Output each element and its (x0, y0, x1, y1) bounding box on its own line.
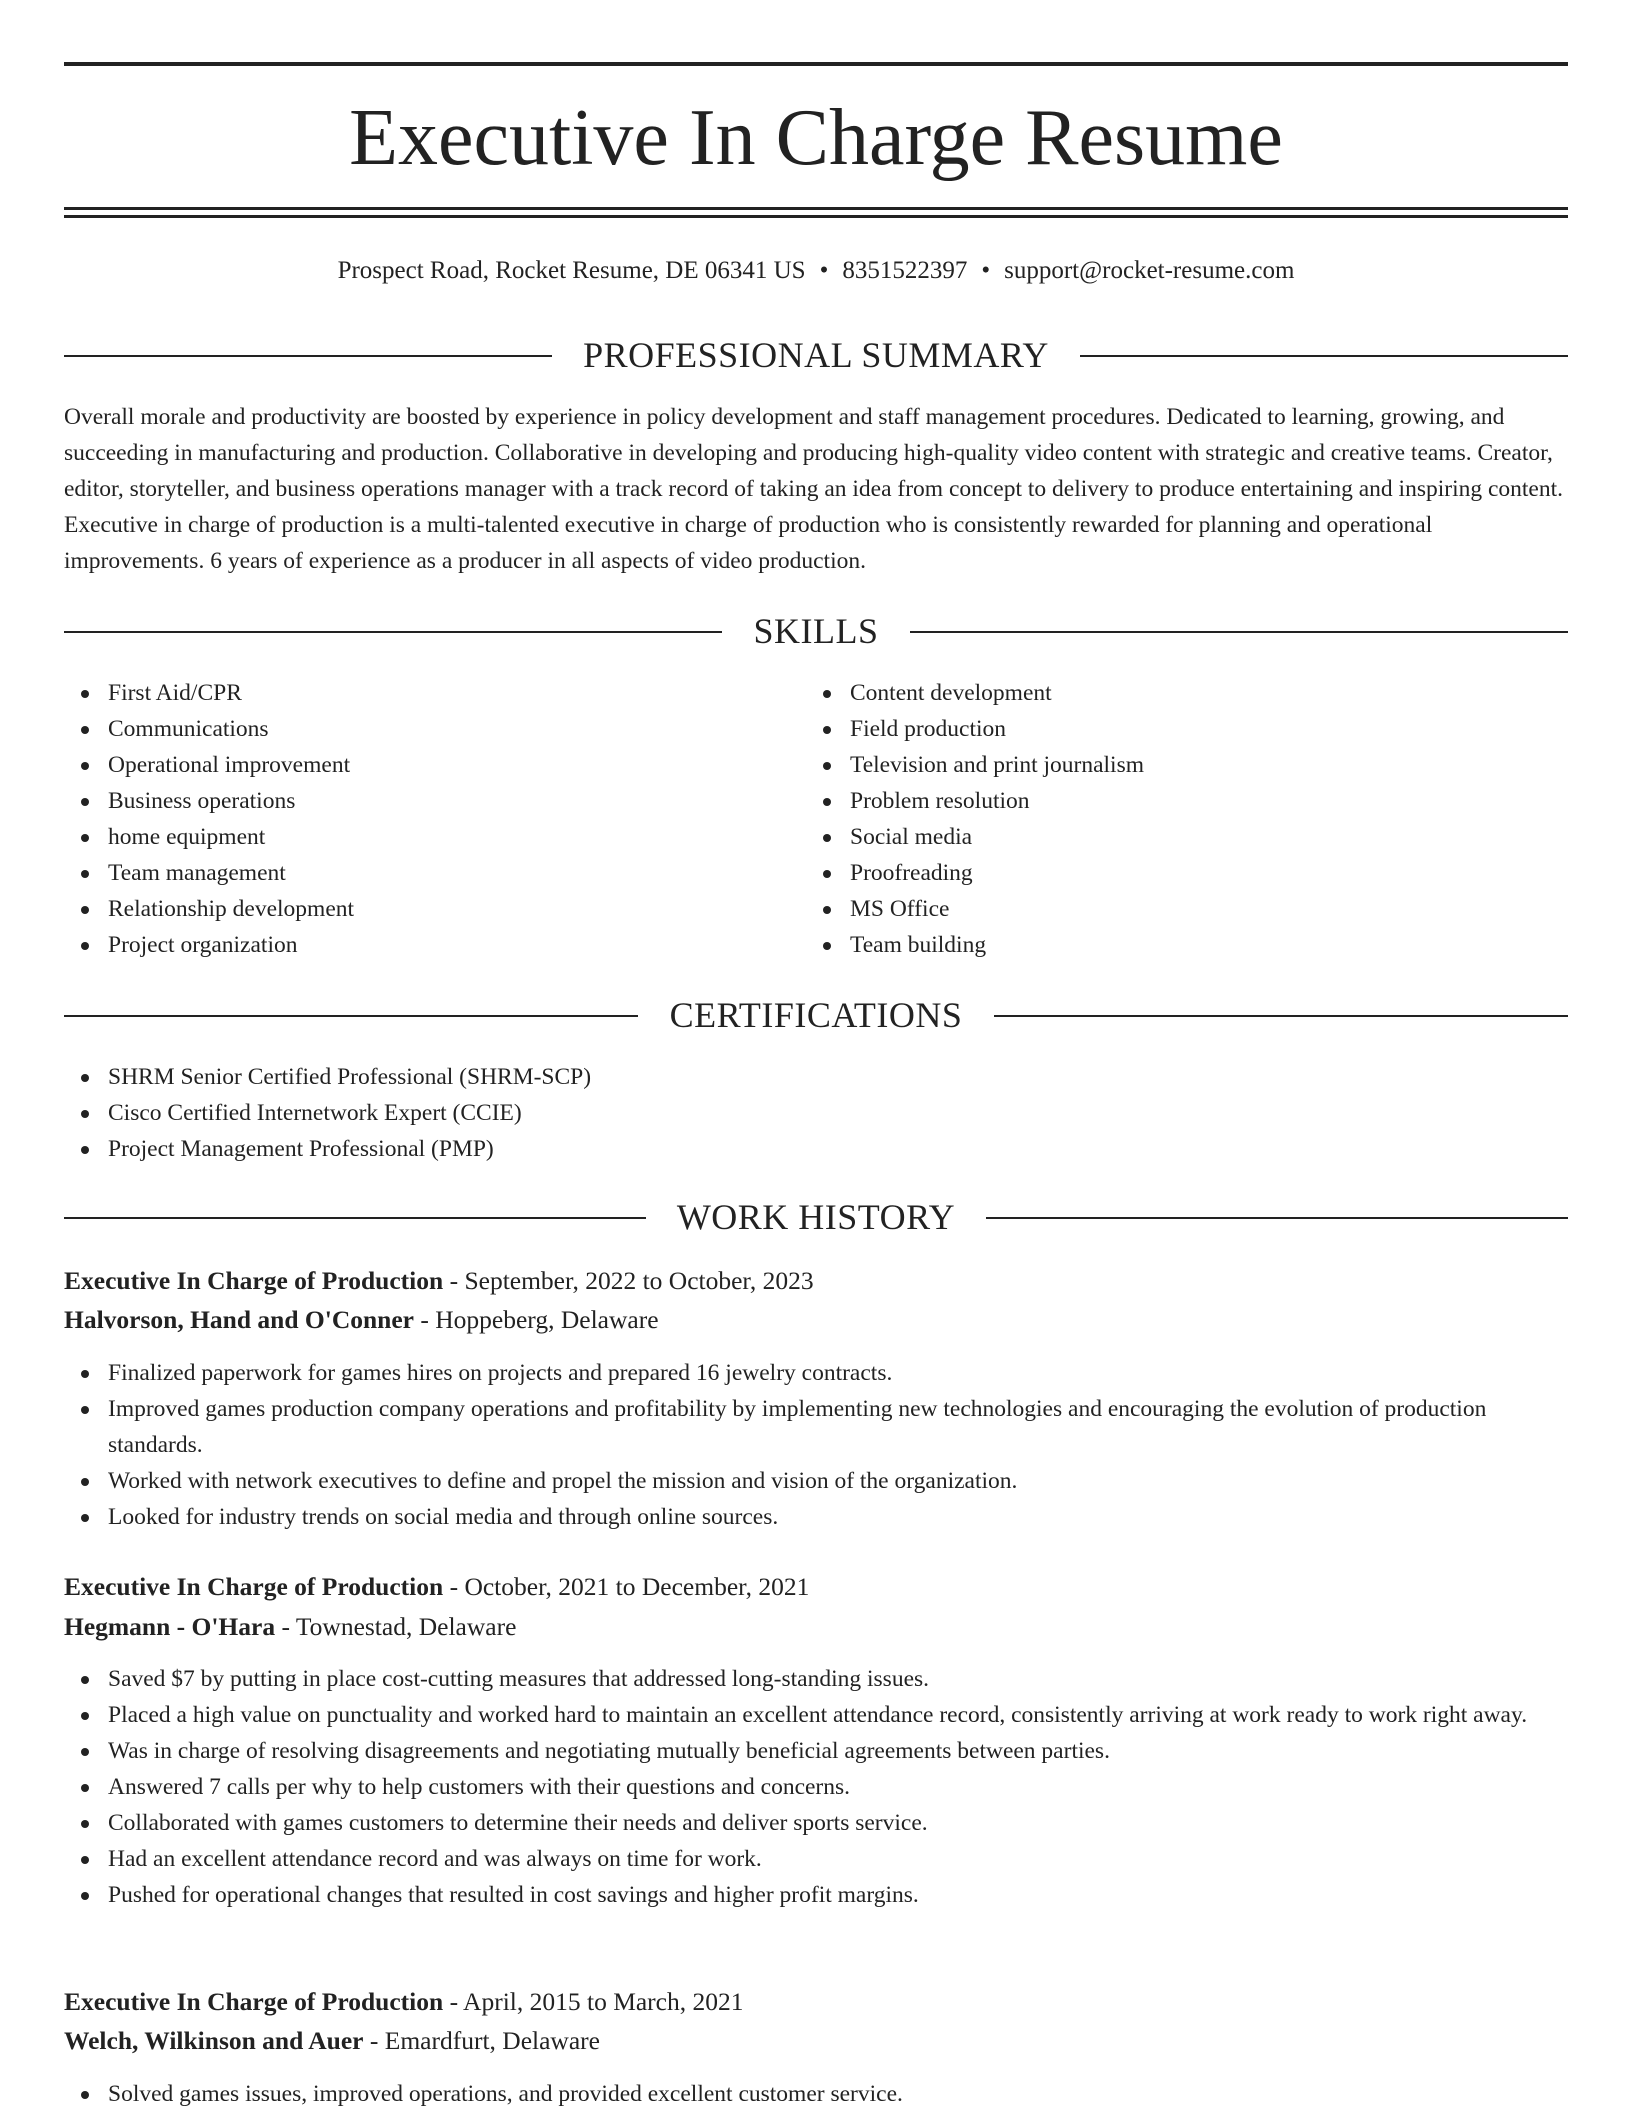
job-title-line: Executive In Charge of Production - September, 2022 to October, 2023 (64, 1266, 814, 1295)
summary-text: Overall morale and productivity are boosted by experience in policy development and staff management procedures. Dedicated to learning, growing, and succeeding in manufacturing and production. Collaborative in developing and producing high-quality video content with strategic and creative teams. Creator, editor, storyteller, and business operations manager with a track record of taking an idea from concept to delivery to produce entertaining and inspiring content. Executive in charge of production is a multi-talented executive in charge of production who is consistently rewarded for planning and operational improvements. 6 years of experience as a producer in all aspects of video production. (64, 404, 1564, 574)
job-duties-list (64, 2076, 1568, 2112)
skill-item: Content development (806, 675, 1546, 711)
skill-item: Business operations (64, 783, 764, 819)
skill-item: Proofreading (806, 855, 1546, 891)
heading-rule-right (986, 1217, 1568, 1219)
title-rule-lower (64, 215, 1568, 218)
skill-item: home equipment (64, 819, 764, 855)
skill-item: Social media (806, 819, 1546, 855)
skill-item: Operational improvement (64, 747, 764, 783)
certifications-list (64, 1059, 1568, 1167)
duty-item: Was in charge of resolving disagreements and negotiating mutually beneficial agreements between parties. (64, 1733, 1568, 1769)
certification-item: Project Management Professional (PMP) (64, 1131, 1568, 1167)
skill-item: Team management (64, 855, 764, 891)
skill-item: Problem resolution (806, 783, 1546, 819)
contact-phone: 8351522397 (842, 257, 968, 284)
skill-item: MS Office (806, 891, 1546, 927)
job-company: Halvorson, Hand and O'Conner (64, 1305, 414, 1334)
skills-section-heading (64, 609, 1568, 653)
job-company-line: Hegmann - O'Hara - Townestad, Delaware (64, 1612, 517, 1641)
duty-item: Improved games production company operations and profitability by implementing new technologies and encouraging the evolution of production standards. (64, 1391, 1568, 1463)
skill-item: Communications (64, 711, 764, 747)
certifications-heading: CERTIFICATIONS (669, 995, 963, 1035)
skills-list-right (806, 675, 1546, 963)
duty-item: Saved $7 by putting in place cost-cutting measures that addressed long-standing issues. (64, 1661, 1568, 1697)
resume-title: Executive In Charge Resume (349, 94, 1283, 182)
job-location: Emardfurt, Delaware (384, 2026, 600, 2055)
duty-item: Worked with network executives to define and propel the mission and vision of the organization. (64, 1463, 1568, 1499)
job-location: Hoppeberg, Delaware (435, 1305, 659, 1334)
job-title-line: Executive In Charge of Production - October, 2021 to December, 2021 (64, 1572, 810, 1601)
certification-item: SHRM Senior Certified Professional (SHRM-SCP) (64, 1059, 1568, 1095)
skill-item: Television and print journalism (806, 747, 1546, 783)
title-rule-upper (64, 207, 1568, 210)
top-rule (64, 62, 1568, 66)
job-company: Welch, Wilkinson and Auer (64, 2026, 364, 2055)
job-title: Executive In Charge of Production (64, 1987, 444, 2016)
duty-item: Answered 7 calls per why to help customers with their questions and concerns. (64, 1769, 1568, 1805)
job-duties-list (64, 1355, 1568, 1535)
duty-item: Collaborated with games customers to determine their needs and deliver sports service. (64, 1805, 1568, 1841)
work-section-heading (64, 1195, 1568, 1239)
skill-item: First Aid/CPR (64, 675, 764, 711)
heading-rule-right (1080, 355, 1568, 357)
skill-item: Team building (806, 927, 1546, 963)
certifications-section-heading (64, 993, 1568, 1037)
skill-item: Project organization (64, 927, 764, 963)
duty-item: Placed a high value on punctuality and worked hard to maintain an excellent attendance record, consistently arriving at work ready to work right away. (64, 1697, 1568, 1733)
duty-item: Looked for industry trends on social media and through online sources. (64, 1499, 1568, 1535)
skill-item: Field production (806, 711, 1546, 747)
skills-heading: SKILLS (753, 611, 879, 651)
job-company-line: Halvorson, Hand and O'Conner - Hoppeberg, Delaware (64, 1305, 659, 1334)
certification-item: Cisco Certified Internetwork Expert (CCIE) (64, 1095, 1568, 1131)
contact-separator: • (981, 257, 991, 284)
heading-rule-right (910, 631, 1568, 633)
duty-item: Had an excellent attendance record and was always on time for work. (64, 1841, 1568, 1877)
job-title-line: Executive In Charge of Production - April, 2015 to March, 2021 (64, 1987, 744, 2016)
job-dates: September, 2022 to October, 2023 (464, 1266, 814, 1295)
contact-separator: • (819, 257, 829, 284)
contact-address: Prospect Road, Rocket Resume, DE 06341 US (337, 257, 806, 284)
job-duties-list (64, 1661, 1568, 1913)
summary-section-heading (64, 333, 1568, 377)
heading-rule-right (994, 1015, 1568, 1017)
job-location: Townestad, Delaware (295, 1612, 517, 1641)
job-dates: April, 2015 to March, 2021 (463, 1987, 744, 2016)
contact-line (64, 253, 1568, 289)
duty-item: Finalized paperwork for games hires on projects and prepared 16 jewelry contracts. (64, 1355, 1568, 1391)
skill-item: Relationship development (64, 891, 764, 927)
job-title: Executive In Charge of Production (64, 1572, 444, 1601)
contact-email: support@rocket-resume.com (1004, 257, 1295, 284)
skills-list-left (64, 675, 764, 963)
job-company: Hegmann - O'Hara (64, 1612, 276, 1641)
job-dates: October, 2021 to December, 2021 (464, 1572, 810, 1601)
job-company-line: Welch, Wilkinson and Auer - Emardfurt, Delaware (64, 2026, 600, 2055)
duty-item: Pushed for operational changes that resulted in cost savings and higher profit margins. (64, 1877, 1568, 1913)
duty-item: Solved games issues, improved operations, and provided excellent customer service. (64, 2076, 1568, 2112)
work-heading: WORK HISTORY (676, 1197, 956, 1237)
summary-heading: PROFESSIONAL SUMMARY (583, 335, 1049, 375)
job-title: Executive In Charge of Production (64, 1266, 444, 1295)
